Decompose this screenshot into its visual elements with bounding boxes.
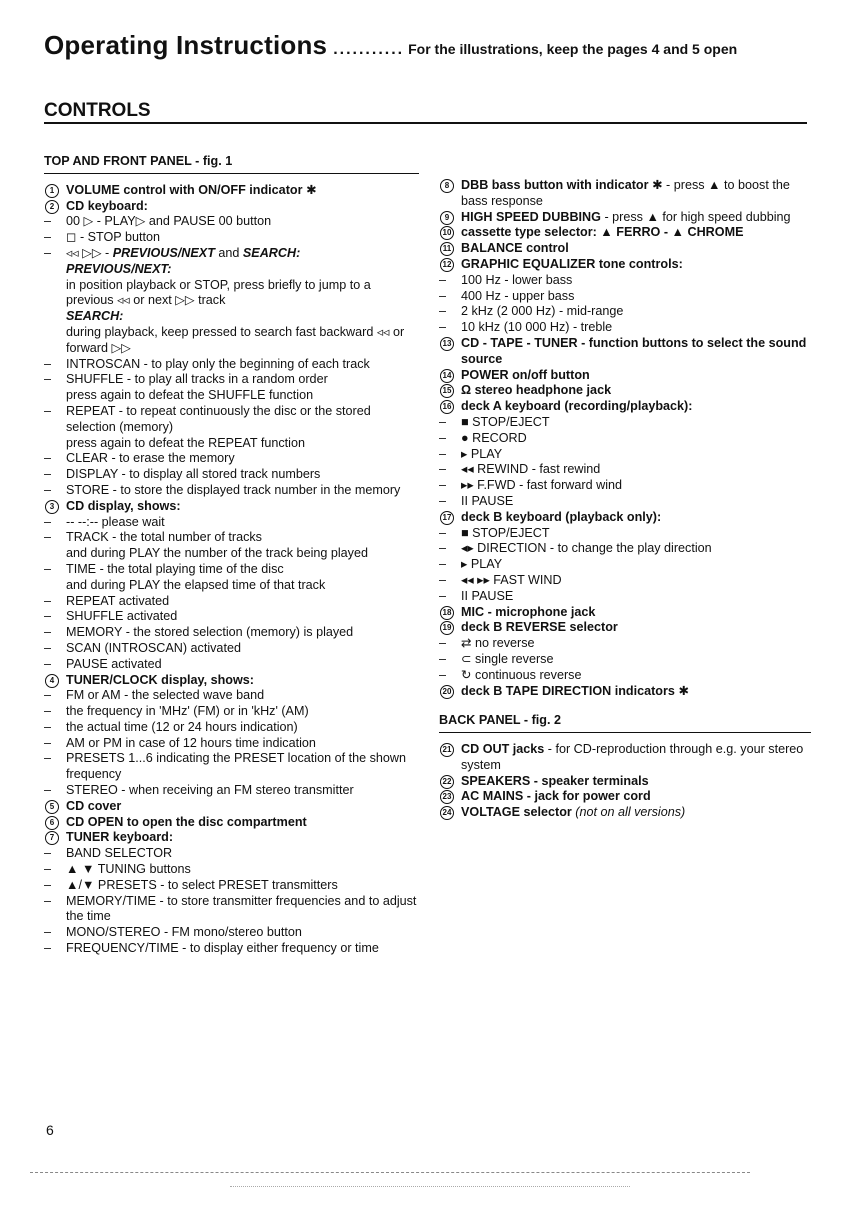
list-item: – II PAUSE xyxy=(439,589,811,605)
list-item: – 400 Hz - upper bass xyxy=(439,289,811,305)
list-item: – MONO/STEREO - FM mono/stereo button xyxy=(44,925,419,941)
number-badge-10: 10 xyxy=(440,226,454,240)
list-item: – ● RECORD xyxy=(439,431,811,447)
list-item: – ▸ PLAY xyxy=(439,557,811,573)
top-front-panel-heading: TOP AND FRONT PANEL - fig. 1 xyxy=(44,154,419,174)
list-item: – ◂▸ DIRECTION - to change the play direction xyxy=(439,541,811,557)
number-badge-4: 4 xyxy=(45,674,59,688)
control-item-24: 24 VOLTAGE selector (not on all versions) xyxy=(439,805,811,821)
section-title: CONTROLS xyxy=(44,100,151,121)
list-item: – INTROSCAN - to play only the beginning of each track xyxy=(44,357,419,373)
number-badge-16: 16 xyxy=(440,400,454,414)
list-item: – MEMORY - the stored selection (memory) is played xyxy=(44,625,419,641)
list-item: – TIME - the total playing time of the disc xyxy=(44,562,419,578)
number-badge-23: 23 xyxy=(440,790,454,804)
list-item: – REPEAT - to repeat continuously the disc or the stored selection (memory) xyxy=(44,404,419,436)
list-item: – the frequency in 'MHz' (FM) or in 'kHz' (AM) xyxy=(44,704,419,720)
number-badge-21: 21 xyxy=(440,743,454,757)
control-item-13: 13 CD - TAPE - TUNER - function buttons to select the sound source xyxy=(439,336,811,368)
list-text: press again to defeat the REPEAT function xyxy=(66,435,305,450)
control-item-14: 14 POWER on/off button xyxy=(439,368,811,384)
list-item: – PAUSE activated xyxy=(44,657,419,673)
list-item: – the actual time (12 or 24 hours indication) xyxy=(44,720,419,736)
scan-artifact-line xyxy=(230,1186,630,1188)
number-badge-14: 14 xyxy=(440,369,454,383)
control-item-15: 15 Ω stereo headphone jack xyxy=(439,383,811,399)
list-item: – ◂◂ ▸▸ FAST WIND xyxy=(439,573,811,589)
list-item: – AM or PM in case of 12 hours time indication xyxy=(44,736,419,752)
number-badge-18: 18 xyxy=(440,606,454,620)
page-number: 6 xyxy=(46,1122,54,1138)
control-item-10: 10 cassette type selector: ▲ FERRO - ▲ CHROME xyxy=(439,225,811,241)
list-item: – CLEAR - to erase the memory xyxy=(44,451,419,467)
control-item-3: 3 CD display, shows: xyxy=(44,499,419,515)
list-item: – DISPLAY - to display all stored track numbers xyxy=(44,467,419,483)
list-item: – ▸ PLAY xyxy=(439,447,811,463)
list-item: – BAND SELECTOR xyxy=(44,846,419,862)
list-text: in position playback or STOP, press briefly to jump to a previous ◃◃ or next ▷▷ track xyxy=(66,277,371,308)
list-item: – ■ STOP/EJECT xyxy=(439,415,811,431)
list-item: – ▲/▼ PRESETS - to select PRESET transmitters xyxy=(44,878,419,894)
number-badge-8: 8 xyxy=(440,179,454,193)
page-header xyxy=(44,30,814,66)
list-subheading: SEARCH: xyxy=(66,309,124,324)
number-badge-19: 19 xyxy=(440,621,454,635)
list-item: – ▸▸ F.FWD - fast forward wind xyxy=(439,478,811,494)
list-item: – 10 kHz (10 000 Hz) - treble xyxy=(439,320,811,336)
list-item: – SCAN (INTROSCAN) activated xyxy=(44,641,419,657)
number-badge-7: 7 xyxy=(45,831,59,845)
control-item-21: 21 CD OUT jacks - for CD-reproduction through e.g. your stereo system xyxy=(439,742,811,774)
list-item: – SHUFFLE - to play all tracks in a random order xyxy=(44,372,419,388)
list-item: – PRESETS 1...6 indicating the PRESET location of the shown frequency xyxy=(44,751,419,783)
control-item-8: 8 DBB bass button with indicator ✱ - press ▲ to boost the bass response xyxy=(439,178,811,210)
list-item: – ◻ - STOP button xyxy=(44,230,419,246)
list-item: – TRACK - the total number of tracks xyxy=(44,530,419,546)
control-item-2: 2 CD keyboard: xyxy=(44,199,419,215)
list-item: – ◂◂ REWIND - fast rewind xyxy=(439,462,811,478)
list-subheading: PREVIOUS/NEXT: xyxy=(66,261,172,276)
scan-artifact-line xyxy=(30,1172,750,1175)
control-item-23: 23 AC MAINS - jack for power cord xyxy=(439,789,811,805)
list-text: press again to defeat the SHUFFLE function xyxy=(66,388,314,403)
number-badge-17: 17 xyxy=(440,511,454,525)
control-item-11: 11 BALANCE control xyxy=(439,241,811,257)
control-item-1: 1 VOLUME control with ON/OFF indicator ✱ xyxy=(44,183,419,199)
title-leader-dots: ........... xyxy=(333,41,405,58)
list-item: – ⇄ no reverse xyxy=(439,636,811,652)
list-item: – -- --:-- please wait xyxy=(44,515,419,531)
list-item: – REPEAT activated xyxy=(44,594,419,610)
number-badge-15: 15 xyxy=(440,384,454,398)
list-text: and during PLAY the number of the track being played xyxy=(66,546,368,561)
control-item-6: 6 CD OPEN to open the disc compartment xyxy=(44,815,419,831)
control-item-22: 22 SPEAKERS - speaker terminals xyxy=(439,774,811,790)
list-item: – II PAUSE xyxy=(439,494,811,510)
list-item: – STORE - to store the displayed track number in the memory xyxy=(44,483,419,499)
list-item: – 100 Hz - lower bass xyxy=(439,273,811,289)
list-item: – SHUFFLE activated xyxy=(44,609,419,625)
list-item: – 00 ▷ - PLAY▷ and PAUSE 00 button xyxy=(44,214,419,230)
list-item: – FM or AM - the selected wave band xyxy=(44,688,419,704)
list-item: – FREQUENCY/TIME - to display either frequency or time xyxy=(44,941,419,957)
number-badge-3: 3 xyxy=(45,500,59,514)
page-subtitle: For the illustrations, keep the pages 4 and 5 open xyxy=(408,41,738,57)
control-item-18: 18 MIC - microphone jack xyxy=(439,605,811,621)
list-item: – ↻ continuous reverse xyxy=(439,668,811,684)
control-item-7: 7 TUNER keyboard: xyxy=(44,830,419,846)
control-item-19: 19 deck B REVERSE selector xyxy=(439,620,811,636)
list-text: during playback, keep pressed to search fast backward ◃◃ or forward ▷▷ xyxy=(66,324,405,355)
page-title: Operating Instructions xyxy=(44,30,328,60)
number-badge-1: 1 xyxy=(45,184,59,198)
number-badge-24: 24 xyxy=(440,806,454,820)
number-badge-13: 13 xyxy=(440,337,454,351)
control-item-20: 20 deck B TAPE DIRECTION indicators ✱ xyxy=(439,684,811,700)
list-item: – ■ STOP/EJECT xyxy=(439,526,811,542)
list-item: – ◃◃ ▷▷ - PREVIOUS/NEXT and SEARCH: xyxy=(44,246,419,262)
list-item: – ▲ ▼ TUNING buttons xyxy=(44,862,419,878)
number-badge-20: 20 xyxy=(440,685,454,699)
number-badge-22: 22 xyxy=(440,775,454,789)
control-item-16: 16 deck A keyboard (recording/playback): xyxy=(439,399,811,415)
control-item-9: 9 HIGH SPEED DUBBING - press ▲ for high speed dubbing xyxy=(439,210,811,226)
control-item-12: 12 GRAPHIC EQUALIZER tone controls: xyxy=(439,257,811,273)
left-column xyxy=(44,154,419,957)
right-column xyxy=(439,178,811,821)
back-panel-heading: BACK PANEL - fig. 2 xyxy=(439,713,811,733)
list-item: – STEREO - when receiving an FM stereo transmitter xyxy=(44,783,419,799)
list-item: – ⊂ single reverse xyxy=(439,652,811,668)
number-badge-6: 6 xyxy=(45,816,59,830)
number-badge-2: 2 xyxy=(45,200,59,214)
list-text: and during PLAY the elapsed time of that track xyxy=(66,577,326,592)
control-item-17: 17 deck B keyboard (playback only): xyxy=(439,510,811,526)
control-item-5: 5 CD cover xyxy=(44,799,419,815)
list-item: – MEMORY/TIME - to store transmitter frequencies and to adjust the time xyxy=(44,894,419,926)
number-badge-9: 9 xyxy=(440,211,454,225)
section-rule xyxy=(44,122,807,124)
control-item-4: 4 TUNER/CLOCK display, shows: xyxy=(44,673,419,689)
number-badge-12: 12 xyxy=(440,258,454,272)
number-badge-5: 5 xyxy=(45,800,59,814)
number-badge-11: 11 xyxy=(440,242,454,256)
list-item: – 2 kHz (2 000 Hz) - mid-range xyxy=(439,304,811,320)
